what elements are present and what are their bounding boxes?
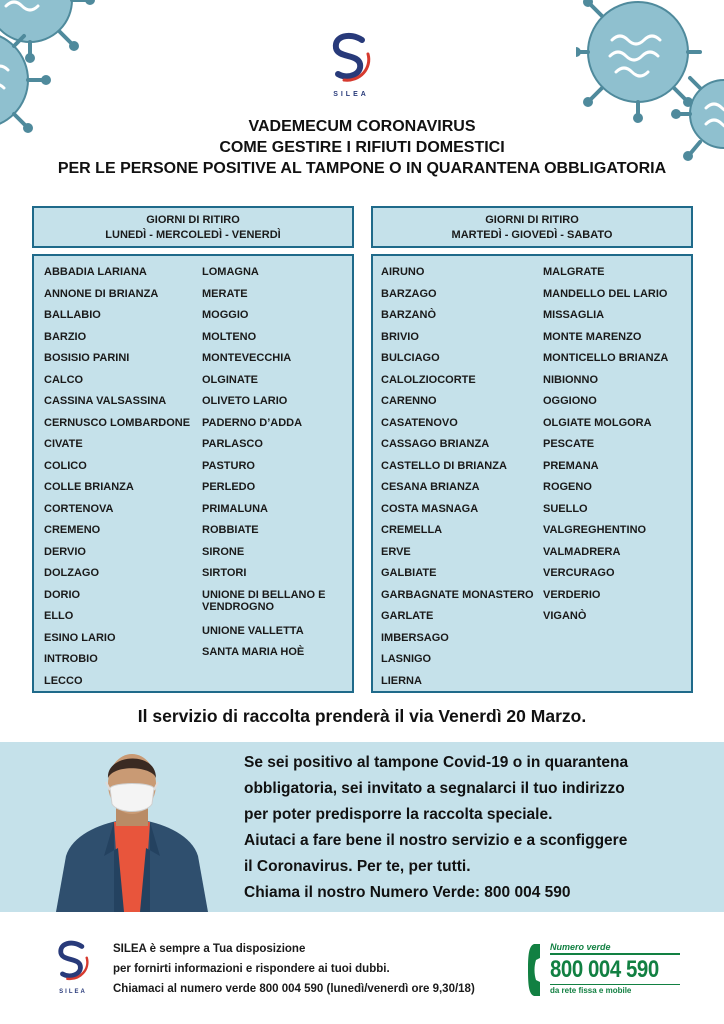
schedule-left-days: LUNEDÌ - MERCOLEDÌ - VENERDÌ (105, 229, 281, 241)
numero-verde-badge[interactable] (528, 942, 688, 998)
title-line-3: PER LE PERSONE POSITIVE AL TAMPONE O IN QUARANTENA OBBLIGATORIA (57, 160, 667, 177)
town-item: SIRONE (202, 545, 245, 558)
town-item: ERVE (381, 545, 411, 558)
town-item: VALGREGHENTINO (543, 524, 647, 536)
town-item: CESANA BRIANZA (381, 481, 480, 493)
town-item: CASTELLO DI BRIANZA (381, 459, 507, 472)
banner-line-6: Chiama il nostro Numero Verde: 800 004 590 (244, 884, 571, 901)
phone-handset-icon (528, 942, 548, 998)
town-item: IMBERSAGO (381, 631, 449, 644)
town-item: CARENNO (381, 395, 437, 407)
town-item: MOGGIO (202, 309, 249, 321)
banner-line-1: Se sei positivo al tampone Covid-19 o in quarantena (244, 754, 629, 771)
schedule-right-heading: GIORNI DI RITIRO (485, 214, 579, 226)
schedule-left-heading: GIORNI DI RITIRO (146, 214, 240, 226)
town-item: COLLE BRIANZA (44, 481, 134, 493)
town-item: ANNONE DI BRIANZA (44, 287, 159, 300)
town-item: ELLO (44, 610, 74, 622)
town-item: NIBIONNO (543, 373, 598, 386)
footer-contact-text (113, 939, 475, 999)
service-start-note: Il servizio di raccolta prenderà il via Venerdì 20 Marzo. (137, 706, 587, 726)
town-item: MERATE (202, 287, 248, 300)
town-item: CALCO (44, 373, 84, 386)
town-item: COLICO (44, 459, 87, 472)
town-item: VERDERIO (543, 588, 601, 601)
town-item: MISSAGLIA (543, 309, 605, 321)
numero-verde-label: Numero verde (550, 942, 611, 952)
town-item: ROGENO (543, 481, 592, 493)
town-item: CIVATE (44, 438, 83, 450)
town-item: VIGANÒ (543, 610, 587, 622)
banner-text (244, 750, 704, 906)
footer-line-2: per fornirti informazioni e rispondere ai tuoi dubbi. (113, 963, 390, 975)
masked-person-illustration-icon (52, 748, 212, 912)
schedule-right-days: MARTEDÌ - GIOVEDÌ - SABATO (451, 229, 613, 241)
town-item: INTROBIO (44, 653, 98, 665)
town-item: GARLATE (381, 610, 434, 622)
town-list-right-1 (381, 264, 541, 694)
town-item: CREMENO (44, 524, 101, 536)
numero-verde-subtitle: da rete fissa e mobile (550, 986, 632, 995)
silea-logo-icon (328, 32, 374, 84)
town-item: LOMAGNA (202, 266, 259, 278)
town-item: DORIO (44, 588, 81, 601)
town-item: PARLASCO (202, 438, 263, 450)
town-item: BALLABIO (44, 309, 101, 321)
town-item: COSTA MASNAGA (381, 502, 479, 515)
banner-line-4: Aiutaci a fare bene il nostro servizio e a sconfiggere (244, 832, 628, 849)
numero-verde-divider-bottom (550, 984, 680, 985)
town-item: BARZIO (44, 330, 87, 343)
town-item: UNIONE VALLETTA (202, 624, 304, 637)
town-item: DERVIO (44, 545, 86, 558)
town-item: MALGRATE (543, 266, 605, 278)
town-item: LIERNA (381, 674, 422, 687)
town-item: PERLEDO (202, 481, 256, 493)
town-item: AIRUNO (381, 266, 425, 278)
town-item: OGGIONO (543, 395, 597, 407)
town-item: PASTURO (202, 459, 255, 472)
schedule-right-towns (371, 254, 693, 693)
footer-line-1: SILEA è sempre a Tua disposizione (113, 943, 306, 955)
town-item: LECCO (44, 674, 83, 687)
town-item: OLGIATE MOLGORA (543, 416, 652, 429)
numero-verde-number[interactable]: 800 004 590 (550, 956, 659, 983)
town-list-left-2 (202, 264, 347, 666)
title-line-1: VADEMECUM CORONAVIRUS (248, 118, 476, 135)
schedule-right-header (371, 206, 693, 248)
town-item: CORTENOVA (44, 502, 114, 515)
schedule-left-towns (32, 254, 354, 693)
page-title (0, 116, 724, 179)
town-item: VALMADRERA (543, 545, 621, 558)
town-item: BULCIAGO (381, 352, 440, 364)
town-item: MANDELLO DEL LARIO (543, 287, 668, 300)
town-item: CREMELLA (381, 524, 443, 536)
schedule-left-header (32, 206, 354, 248)
town-item: SUELLO (543, 502, 588, 515)
silea-logo-footer-icon (54, 940, 92, 982)
town-item: BOSISIO PARINI (44, 352, 130, 364)
town-item: OLGINATE (202, 373, 259, 386)
town-item: MONTICELLO BRIANZA (543, 352, 669, 364)
town-item: BARZAGO (381, 287, 437, 300)
town-list-right-2 (543, 264, 688, 630)
town-item: PREMANA (543, 459, 599, 472)
town-item: PESCATE (543, 438, 595, 450)
town-item: BRIVIO (381, 330, 419, 343)
town-item: CERNUSCO LOMBARDONE (44, 416, 191, 429)
banner-line-3: per poter predisporre la raccolta speciale. (244, 806, 553, 823)
town-item: PADERNO D’ADDA (202, 416, 303, 429)
brand-name: SILEA (333, 91, 369, 98)
town-item: ESINO LARIO (44, 631, 116, 644)
town-item: GARBAGNATE MONASTERO (381, 588, 534, 601)
town-item: CASSAGO BRIANZA (381, 438, 490, 450)
town-item: CASATENOVO (381, 416, 458, 429)
banner-line-5: il Coronavirus. Per te, per tutti. (244, 858, 471, 875)
town-item: CALOLZIOCORTE (381, 373, 476, 386)
town-item: OLIVETO LARIO (202, 395, 288, 407)
title-line-2: COME GESTIRE I RIFIUTI DOMESTICI (219, 139, 505, 156)
town-item: BARZANÒ (381, 309, 436, 321)
town-item: PRIMALUNA (202, 502, 268, 515)
town-item: SANTA MARIA HOÈ (202, 646, 305, 658)
town-item: LASNIGO (381, 653, 432, 665)
town-item: DOLZAGO (44, 567, 99, 579)
footer-brand-name: SILEA (59, 989, 87, 995)
town-item: MONTEVECCHIA (202, 352, 292, 364)
town-item: ABBADIA LARIANA (44, 266, 147, 278)
town-item: MOLTENO (202, 330, 257, 343)
town-item: UNIONE DI BELLANO E VENDROGNO (202, 588, 326, 613)
town-item: MONTE MARENZO (543, 330, 642, 343)
town-item: SIRTORI (202, 567, 247, 579)
silea-logo-footer (48, 940, 98, 995)
banner-line-2: obbligatoria, sei invitato a segnalarci il tuo indirizzo (244, 780, 625, 797)
town-item: ROBBIATE (202, 524, 259, 536)
footer-line-3: Chiamaci al numero verde 800 004 590 (lunedì/venerdì ore 9,30/18) (113, 983, 475, 995)
town-item: GALBIATE (381, 567, 437, 579)
town-list-left-1 (44, 264, 199, 694)
numero-verde-divider-top (550, 953, 680, 955)
town-item: CASSINA VALSASSINA (44, 395, 167, 407)
town-item: VERCURAGO (543, 567, 615, 579)
silea-logo-top (322, 32, 380, 98)
